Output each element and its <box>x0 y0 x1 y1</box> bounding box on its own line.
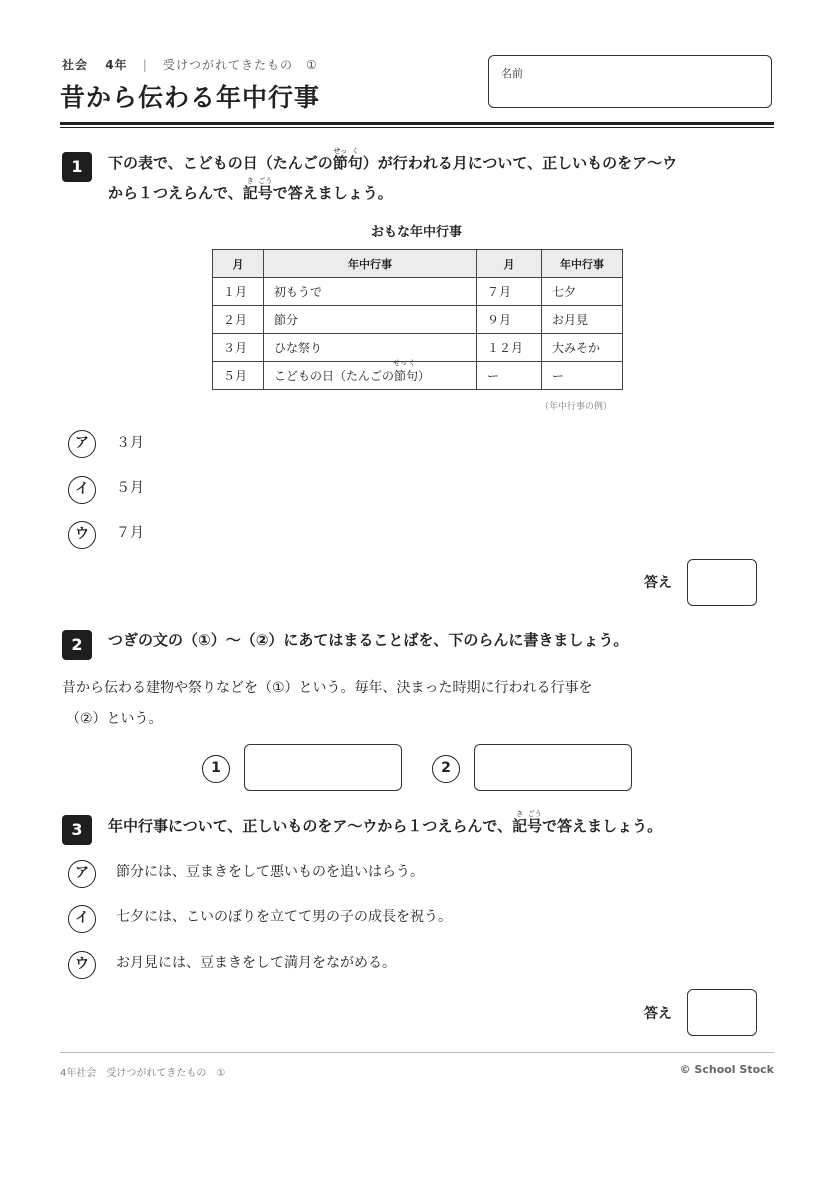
ruby-ki: 記 き <box>512 810 528 835</box>
table-note: （年中行事の例） <box>540 402 613 412</box>
q3-option-a-mark[interactable]: ア <box>68 860 96 888</box>
table-header-row <box>213 250 623 278</box>
question-1-line1 <box>108 148 677 178</box>
blank-1-input[interactable] <box>244 744 402 791</box>
q3-option-u-text: お月見には、豆まきをして満月をながめる。 <box>116 955 396 971</box>
table-cell-event: 初もうで <box>264 278 477 306</box>
blank-1-mark: 1 <box>202 755 230 783</box>
table-cell-month: ５月 <box>213 362 264 390</box>
answer-box-q1[interactable] <box>687 559 757 606</box>
unit-subtitle: 受けつがれてきたもの ① <box>162 58 318 72</box>
table-cell-event: 七夕 <box>542 278 623 306</box>
table-cell-month: ３月 <box>213 334 264 362</box>
table-row <box>213 306 623 334</box>
footer-left: 4年社会 受けつがれてきたもの ① <box>60 1068 226 1079</box>
header-divider-thick <box>60 122 774 125</box>
subject-label: 社会 <box>62 58 89 72</box>
table-header-event: 年中行事 <box>542 250 623 278</box>
table-cell-event: ひな祭り <box>264 334 477 362</box>
table-cell-event: ー <box>542 362 623 390</box>
question-2-instruction: つぎの文の（①）～（②）にあてはまることばを、下のらんに書きましょう。 <box>108 631 629 649</box>
question-1-line2 <box>108 178 393 208</box>
q3-text-part: 年中行事について、正しいものをア～ウから１つえらんで、 <box>108 817 513 835</box>
q1-text-part: ）が行われる月について、正しいものをア～ウ <box>362 154 678 172</box>
ruby-ku: 句 く <box>347 147 363 172</box>
ruby-ki: 記 き <box>242 177 258 202</box>
answer-box-q3[interactable] <box>687 989 757 1036</box>
option-a-text: ３月 <box>116 435 144 451</box>
footer-copyright: © School Stock <box>679 1063 774 1076</box>
q1-text-part: で答えましょう。 <box>272 184 393 202</box>
header-subject-line <box>62 56 318 73</box>
header-separator: | <box>142 58 148 72</box>
table-row <box>213 278 623 306</box>
question-3-number: 3 <box>62 815 92 845</box>
question-2-body-line2: （②）という。 <box>66 711 163 727</box>
ruby-gou: 号 ごう <box>257 177 273 202</box>
ruby-setsu: 節 せっ <box>393 359 407 383</box>
table-cell-month: ９月 <box>477 306 542 334</box>
option-a-mark[interactable]: ア <box>68 430 96 458</box>
header-divider-thin <box>60 127 774 128</box>
option-u-text: ７月 <box>116 525 144 541</box>
table-cell-event: 節分 <box>264 306 477 334</box>
name-field[interactable] <box>488 55 772 108</box>
table-cell-month: ２月 <box>213 306 264 334</box>
name-label: 名前 <box>501 67 523 80</box>
table-cell-month: １２月 <box>477 334 542 362</box>
ruby-ku: 句 く <box>406 359 419 383</box>
question-3-instruction <box>108 811 662 841</box>
q3-text-part: で答えましょう。 <box>542 817 663 835</box>
option-i-text: ５月 <box>116 480 144 496</box>
grade-label: 4年 <box>105 58 128 72</box>
table-header-month: 月 <box>213 250 264 278</box>
blank-2-mark: 2 <box>432 755 460 783</box>
q1-text-part: から１つえらんで、 <box>108 184 243 202</box>
table-header-month: 月 <box>477 250 542 278</box>
q3-option-i-text: 七夕には、こいのぼりを立てて男の子の成長を祝う。 <box>116 909 452 925</box>
events-table <box>212 249 623 390</box>
table-row <box>213 334 623 362</box>
q1-text-part: 下の表で、こどもの日（たんごの <box>108 154 333 172</box>
table-cell-month: ー <box>477 362 542 390</box>
answer-label: 答え <box>644 1006 672 1022</box>
table-row <box>213 362 623 390</box>
ruby-setsu: 節 せっ <box>332 147 348 172</box>
table-cell-event: 大みそか <box>542 334 623 362</box>
table-cell-month: １月 <box>213 278 264 306</box>
q3-option-a-text: 節分には、豆まきをして悪いものを追いはらう。 <box>116 864 424 880</box>
table-cell-event: こどもの日（たんごの節 せっ 句 く ） <box>264 362 477 390</box>
table-header-event: 年中行事 <box>264 250 477 278</box>
answer-label: 答え <box>644 575 672 591</box>
ruby-gou: 号 ごう <box>527 810 543 835</box>
table-caption: おもな年中行事 <box>370 225 462 240</box>
q3-option-i-mark[interactable]: イ <box>68 905 96 933</box>
option-i-mark[interactable]: イ <box>68 476 96 504</box>
table-cell-event: お月見 <box>542 306 623 334</box>
blank-2-input[interactable] <box>474 744 632 791</box>
q3-option-u-mark[interactable]: ウ <box>68 951 96 979</box>
page-title: 昔から伝わる年中行事 <box>60 83 321 112</box>
question-2-number: 2 <box>62 630 92 660</box>
option-u-mark[interactable]: ウ <box>68 521 96 549</box>
question-2-body-line1: 昔から伝わる建物や祭りなどを（①）という。毎年、決まった時期に行われる行事を <box>62 680 593 696</box>
question-1-number: 1 <box>62 152 92 182</box>
footer-divider <box>60 1052 774 1053</box>
table-cell-month: ７月 <box>477 278 542 306</box>
